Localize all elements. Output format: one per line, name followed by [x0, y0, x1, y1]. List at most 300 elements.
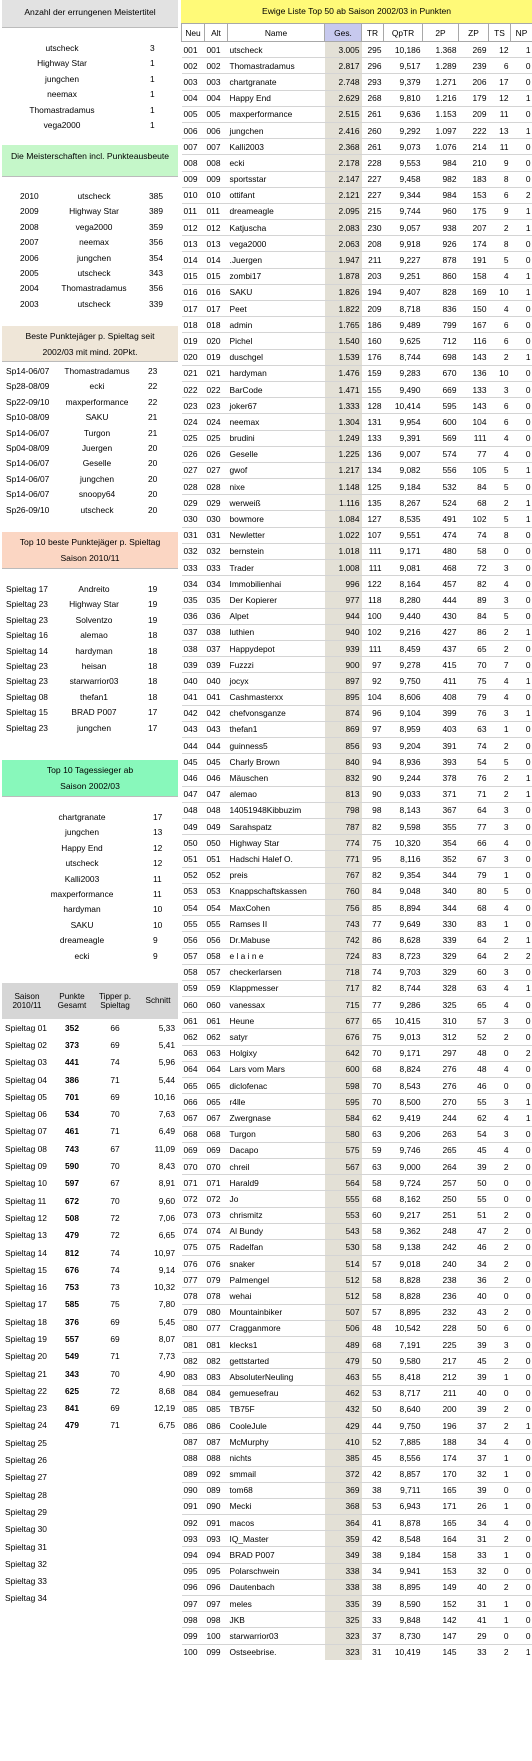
zp-value: 54	[459, 754, 489, 770]
zweip-value: 698	[423, 349, 459, 365]
spieltag-label: Spieltag 20	[5, 1351, 47, 1362]
player-name: BRAD P007	[71, 707, 117, 718]
tr-value: 133	[362, 430, 384, 446]
tr-value: 227	[362, 187, 384, 203]
ts-value: 3	[489, 819, 511, 835]
np-value: 1	[511, 786, 532, 802]
schnitt-value	[138, 1434, 178, 1451]
row-label: Sp14-06/07	[6, 489, 50, 500]
tipper-count: 71	[110, 1351, 120, 1362]
points-value: 20	[148, 504, 158, 515]
player-name: vanessax	[228, 997, 325, 1013]
total-points: 939	[325, 640, 362, 656]
zp-value: 62	[459, 1110, 489, 1126]
ts-value: 6	[489, 58, 511, 74]
total-points: 555	[325, 1191, 362, 1207]
list-item	[2, 810, 178, 825]
ts-value: 2	[489, 770, 511, 786]
table-row	[182, 738, 532, 754]
np-value: 0	[511, 236, 532, 252]
rank-new: 056	[182, 932, 205, 948]
list-item	[2, 118, 178, 133]
np-value: 0	[511, 1239, 532, 1255]
rank-old: 045	[205, 754, 228, 770]
qptr-value: 9,227	[384, 252, 423, 268]
total-points: 595	[325, 1094, 362, 1110]
player-name: Dr.Mabuse	[228, 932, 325, 948]
player-name: .Juergen	[228, 252, 325, 268]
total-points: 349	[325, 1547, 362, 1563]
player-name: Turgon	[83, 427, 111, 438]
punkte-gesamt	[52, 1538, 92, 1555]
list-item	[2, 72, 178, 87]
table-row	[182, 365, 532, 381]
qptr-value: 9,171	[384, 1045, 423, 1061]
table-row	[182, 90, 532, 106]
player-name: vega2000	[228, 236, 325, 252]
tr-value: 57	[362, 1256, 384, 1272]
top10-section	[2, 532, 178, 760]
table-row	[182, 1256, 532, 1272]
np-value: 0	[511, 640, 532, 656]
zweip-value: 225	[423, 1337, 459, 1353]
saison-row	[2, 1590, 178, 1607]
rank-new: 024	[182, 414, 205, 430]
rank-old: 002	[205, 58, 228, 74]
rank-old: 085	[205, 1401, 228, 1417]
ewige-table	[181, 23, 532, 1660]
player-name: duschgel	[228, 349, 325, 365]
list-item	[2, 902, 178, 917]
player-name: jungchen	[77, 722, 111, 733]
qptr-value: 8,744	[384, 349, 423, 365]
tipper-count: 69	[110, 1039, 120, 1050]
rank-new: 100	[182, 1644, 205, 1660]
player-name: vega2000	[43, 119, 81, 130]
rank-new: 050	[182, 835, 205, 851]
saison-row	[2, 1140, 178, 1157]
total-points: 462	[325, 1385, 362, 1401]
np-value: 0	[511, 1078, 532, 1094]
schnitt-value: 7,63	[158, 1109, 175, 1120]
table-row	[182, 1385, 532, 1401]
qptr-value: 9,033	[384, 786, 423, 802]
zp-value: 45	[459, 1142, 489, 1158]
total-points: 2.416	[325, 122, 362, 138]
ts-value: 3	[489, 1337, 511, 1353]
rank-new: 088	[182, 1450, 205, 1466]
rank-new: 046	[182, 770, 205, 786]
tr-value: 70	[362, 1094, 384, 1110]
total-points: 996	[325, 576, 362, 592]
np-value: 0	[511, 139, 532, 155]
zweip-value: 1.271	[423, 74, 459, 90]
qptr-value: 9,048	[384, 883, 423, 899]
np-value: 0	[511, 1628, 532, 1644]
rank-new: 098	[182, 1612, 205, 1628]
table-row	[182, 835, 532, 851]
qptr-value: 8,878	[384, 1515, 423, 1531]
tr-value: 53	[362, 1385, 384, 1401]
ts-value: 0	[489, 1385, 511, 1401]
total-points: 530	[325, 1239, 362, 1255]
ts-value: 4	[489, 1061, 511, 1077]
rank-new: 064	[182, 1061, 205, 1077]
saison-row	[2, 1538, 178, 1555]
tipper-count: 66	[110, 1022, 120, 1033]
zweip-value: 340	[423, 883, 459, 899]
tipper-count: 69	[110, 1403, 120, 1414]
player-name: admin	[228, 317, 325, 333]
rank-new: 097	[182, 1596, 205, 1612]
total-points: 335	[325, 1596, 362, 1612]
total-points: 514	[325, 1256, 362, 1272]
rank-old: 090	[205, 1498, 228, 1514]
np-value: 0	[511, 398, 532, 414]
player-name: chartgranate	[58, 812, 106, 822]
tr-value: 125	[362, 479, 384, 495]
points-value: 389	[149, 206, 163, 217]
table-row	[182, 1515, 532, 1531]
table-row	[182, 1078, 532, 1094]
zweip-value: 152	[423, 1596, 459, 1612]
qptr-value: 9,354	[384, 867, 423, 883]
qptr-value: 9,746	[384, 1142, 423, 1158]
qptr-value: 8,857	[384, 1466, 423, 1482]
rank-old: 068	[205, 1126, 228, 1142]
player-name: jungchen	[65, 827, 99, 838]
rank-new: 084	[182, 1385, 205, 1401]
tr-value: 92	[362, 673, 384, 689]
ts-value: 1	[489, 1369, 511, 1385]
points-value: 22	[148, 381, 158, 392]
table-row	[182, 349, 532, 365]
points-value: 21	[148, 412, 158, 423]
zp-value: 55	[459, 1094, 489, 1110]
zp-value: 39	[459, 1158, 489, 1174]
np-value: 0	[511, 1547, 532, 1563]
list-item	[2, 426, 178, 441]
qptr-value: 9,440	[384, 608, 423, 624]
ts-value: 12	[489, 90, 511, 106]
list-item	[2, 441, 178, 456]
player-name: Klappmesser	[228, 980, 325, 996]
qptr-value: 8,590	[384, 1596, 423, 1612]
row-label: 2004	[20, 283, 39, 294]
total-points: 1.008	[325, 560, 362, 576]
saison-row	[2, 1019, 178, 1036]
player-name: gettstarted	[228, 1353, 325, 1369]
player-name: e l a i n e	[228, 948, 325, 964]
rank-old: 086	[205, 1417, 228, 1433]
tr-value: 176	[362, 349, 384, 365]
np-value: 1	[511, 462, 532, 478]
rank-old: 077	[205, 1320, 228, 1336]
ts-value: 5	[489, 511, 511, 527]
rank-old: 028	[205, 479, 228, 495]
np-value: 0	[511, 819, 532, 835]
rank-old: 053	[205, 883, 228, 899]
qptr-value: 9,292	[384, 122, 423, 138]
zp-value: 80	[459, 883, 489, 899]
rank-old: 049	[205, 819, 228, 835]
player-name: chartgranate	[228, 74, 325, 90]
player-name: hardyman	[75, 645, 113, 656]
table-row	[182, 964, 532, 980]
qptr-value: 9,703	[384, 964, 423, 980]
player-name: SAKU	[70, 919, 94, 930]
total-points: 2.817	[325, 58, 362, 74]
player-name: utscheck	[45, 43, 79, 53]
zweip-value: 211	[423, 1385, 459, 1401]
qptr-value: 9,082	[384, 462, 423, 478]
zp-value: 269	[459, 42, 489, 58]
points-value: 354	[149, 252, 163, 263]
qptr-value: 9,283	[384, 365, 423, 381]
np-value: 0	[511, 1256, 532, 1272]
tr-value: 77	[362, 916, 384, 932]
zweip-value: 158	[423, 1547, 459, 1563]
schnitt-value: 9,60	[158, 1195, 175, 1206]
zp-value: 74	[459, 527, 489, 543]
tr-value: 98	[362, 802, 384, 818]
tipper-count	[92, 1521, 138, 1538]
player-name: heisan	[81, 660, 107, 671]
tipper-count: 74	[110, 1057, 120, 1068]
rank-new: 045	[182, 754, 205, 770]
zweip-value: 344	[423, 899, 459, 915]
qptr-value: 9,000	[384, 1158, 423, 1174]
player-name: nixe	[228, 479, 325, 495]
qptr-value: 8,162	[384, 1191, 423, 1207]
ts-value: 4	[489, 1142, 511, 1158]
punkte-gesamt: 479	[65, 1230, 79, 1241]
np-value: 0	[511, 754, 532, 770]
table-row	[182, 1207, 532, 1223]
total-points: 1.826	[325, 284, 362, 300]
zweip-value: 153	[423, 1563, 459, 1579]
tr-value: 111	[362, 560, 384, 576]
rank-old: 052	[205, 867, 228, 883]
table-row	[182, 560, 532, 576]
qptr-value: 9,551	[384, 527, 423, 543]
rank-new: 061	[182, 1013, 205, 1029]
ts-value: 3	[489, 802, 511, 818]
tr-value: 160	[362, 333, 384, 349]
ts-value: 2	[489, 1644, 511, 1660]
total-points: 895	[325, 689, 362, 705]
zp-value: 58	[459, 543, 489, 559]
player-name: brudini	[228, 430, 325, 446]
player-name: diclofenac	[228, 1078, 325, 1094]
ewige-header: NP	[511, 24, 532, 42]
zweip-value: 878	[423, 252, 459, 268]
ts-value: 2	[489, 220, 511, 236]
zweip-value: 244	[423, 1110, 459, 1126]
rank-old: 039	[205, 657, 228, 673]
total-points: 832	[325, 770, 362, 786]
player-name: AbsoluterNeuling	[228, 1369, 325, 1385]
list-item	[2, 825, 178, 840]
ts-value: 8	[489, 171, 511, 187]
zweip-value: 828	[423, 284, 459, 300]
player-name: vega2000	[75, 221, 113, 232]
table-row	[182, 1175, 532, 1191]
punkte-gesamt: 441	[65, 1057, 79, 1068]
ts-value: 1	[489, 916, 511, 932]
qptr-value: 9,625	[384, 333, 423, 349]
zp-value: 175	[459, 203, 489, 219]
table-row	[182, 1142, 532, 1158]
total-points: 677	[325, 1013, 362, 1029]
qptr-value: 9,217	[384, 1207, 423, 1223]
rank-new: 092	[182, 1515, 205, 1531]
saison-row	[2, 1313, 178, 1330]
zweip-value: 430	[423, 608, 459, 624]
player-name: Dacapo	[228, 1142, 325, 1158]
zp-value: 54	[459, 1126, 489, 1142]
tipper-count	[92, 1555, 138, 1572]
rank-new: 048	[182, 802, 205, 818]
tr-value: 58	[362, 1239, 384, 1255]
tipper-count: 75	[110, 1299, 120, 1310]
spieltag-label: Spieltag 33	[5, 1576, 47, 1587]
ts-value: 2	[489, 624, 511, 640]
player-name: tom68	[228, 1482, 325, 1498]
player-name: Heune	[228, 1013, 325, 1029]
np-value: 0	[511, 997, 532, 1013]
qptr-value: 8,500	[384, 1094, 423, 1110]
zweip-value: 669	[423, 381, 459, 397]
ts-value: 6	[489, 398, 511, 414]
tr-value: 41	[362, 1515, 384, 1531]
ts-value: 11	[489, 106, 511, 122]
qptr-value: 7,191	[384, 1337, 423, 1353]
spieltag-label: Spieltag 05	[5, 1091, 47, 1102]
player-name: Cashmasterxx	[228, 689, 325, 705]
zweip-value: 250	[423, 1191, 459, 1207]
ts-value: 17	[489, 74, 511, 90]
player-name: Highway Star	[228, 835, 325, 851]
tipper-count: 72	[110, 1230, 120, 1241]
list-item	[2, 644, 178, 659]
ts-value: 2	[489, 1158, 511, 1174]
zp-value: 70	[459, 657, 489, 673]
table-row	[182, 398, 532, 414]
zp-value: 158	[459, 268, 489, 284]
np-value: 2	[511, 187, 532, 203]
ts-value: 2	[489, 495, 511, 511]
spieltag-label: Spieltag 15	[5, 1264, 47, 1275]
ts-value: 3	[489, 1013, 511, 1029]
tr-value: 59	[362, 1142, 384, 1158]
rank-new: 099	[182, 1628, 205, 1644]
rank-new: 078	[182, 1288, 205, 1304]
ts-value: 4	[489, 835, 511, 851]
total-points: 1.022	[325, 527, 362, 543]
player-name: bernstein	[228, 543, 325, 559]
rank-new: 079	[182, 1304, 205, 1320]
rank-old: 089	[205, 1482, 228, 1498]
zweip-value: 367	[423, 802, 459, 818]
player-name: utscheck	[77, 191, 111, 201]
total-points: 584	[325, 1110, 362, 1126]
count-value: 1	[150, 58, 155, 69]
meister-list	[2, 28, 178, 145]
row-label: 2008	[20, 221, 39, 232]
qptr-value: 9,171	[384, 543, 423, 559]
total-points: 323	[325, 1644, 362, 1660]
qptr-value: 8,116	[384, 851, 423, 867]
zp-value: 206	[459, 74, 489, 90]
qptr-value: 10,320	[384, 835, 423, 851]
np-value: 0	[511, 1126, 532, 1142]
count-value: 10	[153, 904, 163, 915]
rank-new: 065	[182, 1078, 205, 1094]
saison-row	[2, 1469, 178, 1486]
total-points: 323	[325, 1628, 362, 1644]
rank-new: 049	[182, 819, 205, 835]
np-value: 0	[511, 1061, 532, 1077]
rank-old: 063	[205, 1045, 228, 1061]
rank-old: 070	[205, 1158, 228, 1174]
row-label: Sp26-09/10	[6, 504, 50, 515]
rank-old: 018	[205, 317, 228, 333]
np-value: 0	[511, 689, 532, 705]
table-row	[182, 1288, 532, 1304]
schnitt-value: 7,80	[158, 1299, 175, 1310]
np-value: 0	[511, 155, 532, 171]
qptr-value: 9,104	[384, 705, 423, 721]
player-name: jungchen	[228, 122, 325, 138]
schnitt-value	[138, 1451, 178, 1468]
qptr-value: 9,724	[384, 1175, 423, 1191]
qptr-value: 10,542	[384, 1320, 423, 1336]
zp-value: 34	[459, 1256, 489, 1272]
qptr-value: 9,458	[384, 171, 423, 187]
schnitt-value: 5,41	[158, 1039, 175, 1050]
punkte-gesamt	[52, 1590, 92, 1607]
qptr-value: 8,959	[384, 721, 423, 737]
np-value: 0	[511, 527, 532, 543]
spieltag-label: Spieltag 34	[5, 1593, 47, 1604]
rank-old: 022	[205, 381, 228, 397]
rank-new: 030	[182, 511, 205, 527]
np-value: 0	[511, 867, 532, 883]
rank-old: 065	[205, 1094, 228, 1110]
table-row	[182, 1191, 532, 1207]
points-value: 22	[148, 396, 158, 407]
zweip-value: 171	[423, 1498, 459, 1514]
rank-old: 074	[205, 1223, 228, 1239]
rank-new: 018	[182, 317, 205, 333]
tr-value: 65	[362, 1013, 384, 1029]
table-row	[182, 689, 532, 705]
rank-old: 048	[205, 802, 228, 818]
player-name: 14051948Kibbuzim	[228, 802, 325, 818]
tipper-count: 71	[110, 1420, 120, 1431]
zp-value: 60	[459, 964, 489, 980]
zweip-value: 310	[423, 1013, 459, 1029]
meisterschaften-list	[2, 177, 178, 326]
rank-new: 006	[182, 122, 205, 138]
zp-value: 82	[459, 576, 489, 592]
tr-value: 135	[362, 495, 384, 511]
player-name: Radelfan	[228, 1239, 325, 1255]
player-name: alemao	[228, 786, 325, 802]
tr-value: 53	[362, 1498, 384, 1514]
total-points: 1.148	[325, 479, 362, 495]
